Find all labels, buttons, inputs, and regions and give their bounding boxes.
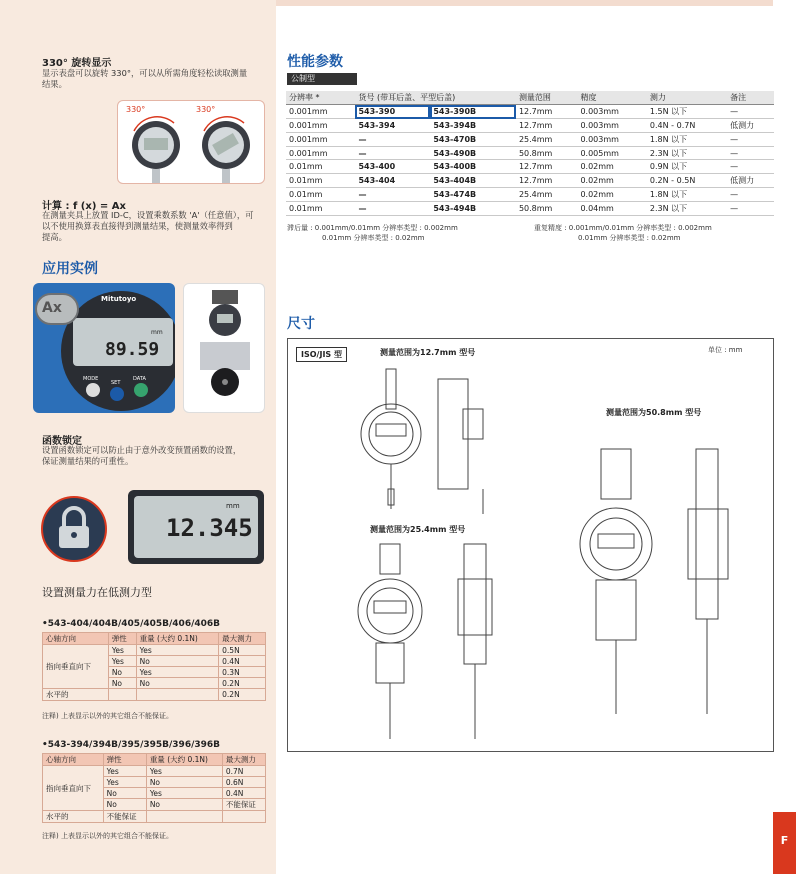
lock-body-2: 保证测量结果的可重性。 [42,456,134,466]
perf-cell: — [727,132,774,146]
perf-cell: 0.02mm [577,160,646,174]
top-band [276,0,796,6]
table-cell: 不能保证 [103,811,146,823]
table-cell: No [103,788,146,799]
rotate-body-2: 结果。 [42,79,67,89]
metric-tag-label: 公制型 [291,74,315,83]
perf-cell: 0.003mm [577,119,646,133]
label-254: 测量范围为25.4mm 型号 [370,525,466,534]
table-cell: 水平的 [43,811,104,823]
table-cell: No [146,799,222,811]
table-cell: 0.7N [222,766,265,777]
table-row [43,766,266,777]
table-cell: 0.6N [222,777,265,788]
lock-title: 函数锁定 [42,436,82,447]
perf-cell: 543-390B [430,105,516,119]
perf-cell: 25.4mm [516,132,578,146]
perf-header-cell: 测量范围 [516,91,578,105]
set-button-label: SET [111,380,121,386]
perf-cell: 0.02mm [577,174,646,188]
table-cell: Yes [146,766,222,777]
perf-row [286,119,774,133]
table2-title: •543-394/394B/395/395B/396/396B [42,740,221,750]
perf-cell: 50.8mm [516,146,578,160]
table-header-row [43,754,266,766]
rotate-body-1: 显示表盘可以旋转 330°，可以从所需角度轻松读取测量 [42,68,248,78]
perf-cell: 0.001mm [286,132,355,146]
perf-cell: 0.4N - 0.7N [647,119,727,133]
metric-tag [287,73,357,85]
perf-cell: — [355,146,430,160]
calc-body-2: 以不使用换算表直接得到测量结果，使测量效率得到 [42,221,233,231]
perf-header-cell: 货号 (带耳后盖、平型后盖) [355,91,515,105]
table-header-cell: 心轴方向 [43,633,109,645]
perf-cell: 低测力 [727,119,774,133]
lock-display-photo [128,490,264,564]
set-button[interactable] [110,387,124,401]
perf-cell: 543-404B [430,174,516,188]
perf-cell: 0.001mm [286,105,355,119]
table-cell: Yes [146,788,222,799]
perf-cell: — [355,201,430,215]
table-cell: 0.4N [222,788,265,799]
label-127: 测量范围为12.7mm 型号 [380,348,476,357]
perf-cell: 1.5N 以下 [647,105,727,119]
perf-cell: — [727,160,774,174]
table-cell: 0.4N [219,656,266,667]
table-cell: 0.2N [219,689,266,701]
perf-cell: 12.7mm [516,174,578,188]
perf-title: 性能参数 [287,54,343,70]
table1-note: 注释) 上表显示以外的其它组合不能保证。 [42,712,173,720]
perf-cell: 0.01mm [286,201,355,215]
perf-header-cell: 测力 [647,91,727,105]
perf-cell: 12.7mm [516,160,578,174]
perf-cell: — [355,132,430,146]
table-cell [146,811,222,823]
perf-cell: 543-400B [430,160,516,174]
table-cell: Yes [136,645,218,656]
low-force-table-1 [42,632,266,701]
table-row [43,689,266,701]
perf-cell: 0.2N - 0.5N [647,174,727,188]
iso-jis-tag: ISO/JIS 型 [296,347,347,362]
table-cell: Yes [108,645,136,656]
low-force-title: 设置测量力在低测力型 [42,586,152,599]
hysteresis-note-1: 滞后量 : 0.001mm/0.01mm 分辨率类型 : 0.002mm [287,224,458,232]
brand-logo: Mitutoyo [101,295,137,303]
perf-cell: — [727,201,774,215]
table-cell: 0.5N [219,645,266,656]
perf-cell: 0.01mm [286,188,355,202]
table1-title: •543-404/404B/405/405B/406/406B [42,619,221,629]
ax-display-value: 89.59 [105,339,160,360]
table-cell: 指向垂直向下 [43,766,104,811]
table-row [43,811,266,823]
dimension-drawing-box [287,338,774,752]
perf-row [286,146,774,160]
perf-header-cell: 分辨率 * [286,91,355,105]
perf-cell: 0.003mm [577,105,646,119]
perf-header-row [286,91,774,105]
low-force-table-2 [42,753,266,823]
perf-cell: 543-394B [430,119,516,133]
example-title: 应用实例 [42,261,98,277]
rotate-title: 330° 旋转显示 [42,58,112,69]
perf-cell: 543-494B [430,201,516,215]
repeatability-note-2: 0.01mm 分辨率类型 : 0.02mm [578,234,681,242]
perf-cell: 50.8mm [516,201,578,215]
perf-cell: 543-490B [430,146,516,160]
padlock-icon [43,498,105,560]
perf-cell: — [727,105,774,119]
table-header-cell: 最大测力 [219,633,266,645]
hysteresis-note-2: 0.01mm 分辨率类型 : 0.02mm [322,234,425,242]
perf-cell: 12.7mm [516,105,578,119]
table-cell: No [136,656,218,667]
perf-cell: 0.001mm [286,119,355,133]
perf-cell: 543-404 [355,174,430,188]
table-cell [136,689,218,701]
table-cell: No [108,678,136,689]
perf-header-cell: 精度 [577,91,646,105]
perf-cell: 12.7mm [516,119,578,133]
lock-display-value: 12.345 [166,514,253,542]
perf-cell: 2.3N 以下 [647,201,727,215]
table-cell: 0.3N [219,667,266,678]
perf-cell: 543-470B [430,132,516,146]
perf-cell: 543-394 [355,119,430,133]
table-cell: No [146,777,222,788]
ax-badge: Ax [42,300,62,316]
mode-button[interactable] [86,383,100,397]
perf-cell: — [727,188,774,202]
perf-cell: 0.001mm [286,146,355,160]
table2-note: 注释) 上表显示以外的其它组合不能保证。 [42,832,173,840]
perf-row [286,188,774,202]
table-cell: No [103,799,146,811]
right-margin [773,0,796,874]
perf-cell: 543-400 [355,160,430,174]
perf-cell: 0.01mm [286,174,355,188]
lock-display-unit: mm [226,502,240,510]
perf-row [286,201,774,215]
angle-label-b: 330° [196,105,216,114]
data-button-label: DATA [133,376,146,382]
perf-cell: 0.9N 以下 [647,160,727,174]
table-header-cell: 心轴方向 [43,754,104,766]
perf-cell: 1.8N 以下 [647,132,727,146]
calc-title: 计算 : f (x) = Ax [42,201,126,212]
table-header-cell: 最大测力 [222,754,265,766]
perf-row [286,160,774,174]
perf-cell: 2.3N 以下 [647,146,727,160]
ax-display-photo [33,283,175,413]
table-header-cell: 弹性 [103,754,146,766]
unit-label: 单位 : mm [708,346,743,354]
perf-cell: — [727,146,774,160]
table-cell: 指向垂直向下 [43,645,109,689]
perf-cell: 0.005mm [577,146,646,160]
table-cell: 不能保证 [222,799,265,811]
perf-header-cell: 备注 [727,91,774,105]
perf-row [286,132,774,146]
section-tab-f[interactable]: F [773,812,796,874]
repeatability-note-1: 重复精度 : 0.001mm/0.01mm 分辨率类型 : 0.002mm [534,224,712,232]
table-header-cell: 重量 (大约 0.1N) [146,754,222,766]
perf-cell: 低测力 [727,174,774,188]
perf-row [286,174,774,188]
table-header-cell: 重量 (大约 0.1N) [136,633,218,645]
table-cell: Yes [103,777,146,788]
fixture-photo [183,283,265,413]
perf-cell: 0.01mm [286,160,355,174]
perf-cell: 0.04mm [577,201,646,215]
table-cell: No [136,678,218,689]
table-cell: Yes [108,656,136,667]
perf-cell: 25.4mm [516,188,578,202]
perf-cell: 0.003mm [577,132,646,146]
ax-display-unit: mm [151,329,163,336]
dimension-drawings [288,339,775,753]
table-header-cell: 弹性 [108,633,136,645]
perf-row [286,105,774,119]
angle-label-a: 330° [126,105,146,114]
data-button[interactable] [134,383,148,397]
lock-body-1: 设置函数锁定可以防止由于意外改变预置函数的设置， [42,445,242,455]
lock-badge [41,496,107,562]
perf-cell: 1.8N 以下 [647,188,727,202]
calc-body-1: 在测量夹具上放置 ID-C，设置乘数系数 'A'（任意值），可 [42,210,254,220]
table-row [43,645,266,656]
table-cell: 0.2N [219,678,266,689]
table-cell: Yes [136,667,218,678]
table-cell [222,811,265,823]
label-508: 测量范围为50.8mm 型号 [606,408,702,417]
table-cell [108,689,136,701]
calc-body-3: 提高。 [42,232,67,242]
dim-title: 尺寸 [287,316,315,332]
table-cell: 水平的 [43,689,109,701]
rotation-photo [117,100,265,184]
perf-cell: 0.02mm [577,188,646,202]
mode-button-label: MODE [83,376,99,382]
table-cell: No [108,667,136,678]
perf-cell: — [355,188,430,202]
perf-cell: 543-390 [355,105,430,119]
table-cell: Yes [103,766,146,777]
table-header-row [43,633,266,645]
fixture-illustration [184,284,265,413]
performance-table [286,91,774,216]
perf-cell: 543-474B [430,188,516,202]
